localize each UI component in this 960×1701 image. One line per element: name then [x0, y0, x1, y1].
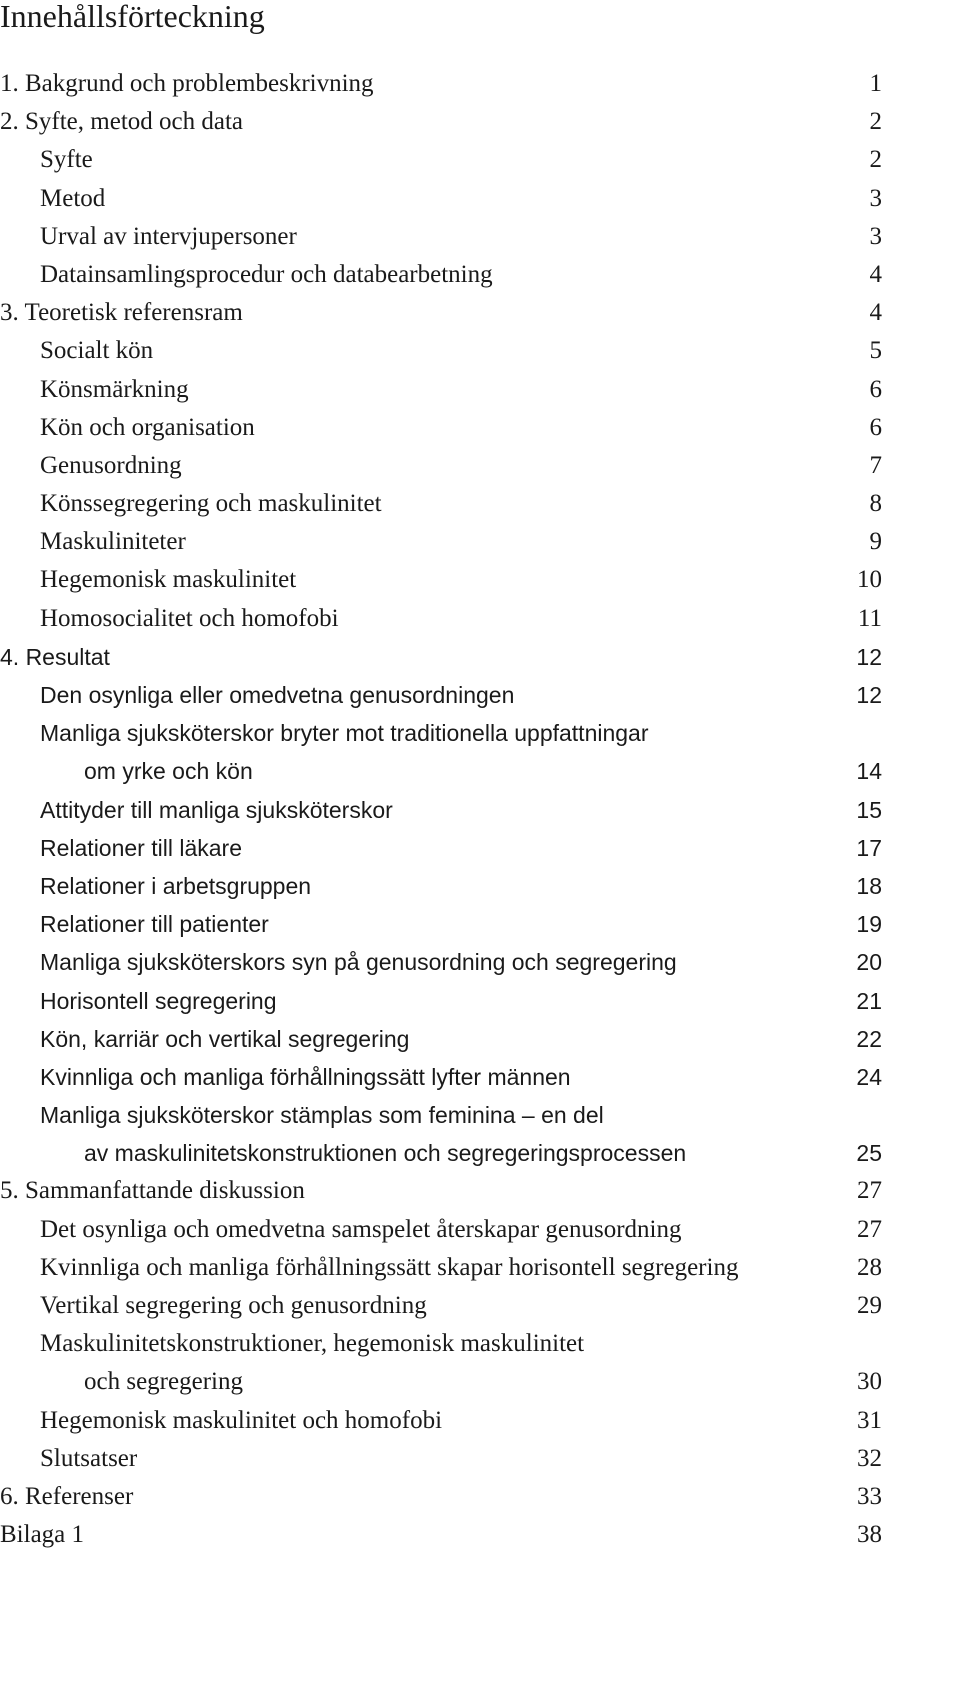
toc-entry[interactable] — [0, 1172, 960, 1210]
toc-entry-page-number: 32 — [857, 1444, 882, 1472]
toc-entry-page-number: 18 — [856, 872, 882, 899]
toc-entry-label-text: Datainsamlingsprocedur och databearbetning — [40, 260, 493, 288]
toc-entry-page-number: 17 — [856, 834, 882, 861]
toc-entry[interactable] — [0, 180, 960, 218]
toc-entry-page-number: 3 — [869, 184, 882, 212]
toc-entry-page-number: 6 — [869, 375, 882, 403]
toc-entry-label-text: Urval av intervjupersoner — [40, 222, 297, 250]
toc-entry-label-text: 4. Resultat — [0, 643, 110, 670]
toc-entry[interactable] — [0, 256, 960, 294]
toc-entry-label — [40, 1020, 409, 1058]
toc-entry-label — [40, 256, 493, 294]
toc-entry[interactable] — [0, 332, 960, 370]
toc-entry[interactable] — [0, 409, 960, 447]
toc-entry-page-number: 29 — [857, 1292, 882, 1320]
toc-entry-label-text: Det osynliga och omedvetna samspelet återskapar genusordning — [40, 1215, 682, 1243]
toc-entry-label — [40, 676, 514, 714]
toc-entry-page-number: 15 — [856, 796, 882, 823]
toc-entry-label — [40, 485, 382, 523]
toc-entry-page-number: 38 — [857, 1521, 882, 1549]
toc-entry[interactable] — [0, 638, 960, 676]
toc-entry[interactable] — [0, 103, 960, 141]
toc-entry-label — [0, 1172, 305, 1210]
toc-entry-label-text: Könsmärkning — [40, 375, 189, 403]
toc-entry-label-text: Homosocialitet och homofobi — [40, 604, 339, 632]
toc-entry-label-text: Den osynliga eller omedvetna genusordningen — [40, 682, 515, 708]
toc-entry-label — [40, 523, 186, 561]
toc-entry-page-number: 25 — [856, 1140, 882, 1167]
toc-entry-label-text: Kön och organisation — [40, 413, 255, 441]
toc-entry[interactable] — [0, 1325, 960, 1401]
toc-entry-label-text: Relationer till patienter — [40, 911, 269, 938]
toc-entry-label-text: Maskulinitetskonstruktioner, hegemonisk maskulinitet — [40, 1330, 585, 1358]
toc-entry-page-number: 31 — [857, 1406, 882, 1434]
toc-entry-label-text: 5. Sammanfattande diskussion — [0, 1177, 305, 1205]
toc-entry-label-continuation: om yrke och kön — [84, 758, 253, 785]
toc-entry-label-text: Kvinnliga och manliga förhållningssätt lyfter männen — [40, 1063, 571, 1090]
toc-entry-page-number: 12 — [856, 643, 882, 670]
toc-entry-label — [40, 561, 296, 599]
toc-entry-label-text: Manliga sjuksköterskor bryter mot traditionella uppfattningar — [40, 720, 649, 747]
toc-entry-label — [40, 905, 269, 943]
toc-entry[interactable] — [0, 141, 960, 179]
toc-entry-page-number: 4 — [869, 260, 882, 288]
toc-entry[interactable] — [0, 714, 960, 790]
toc-entry-page-number: 20 — [856, 949, 882, 976]
toc-entry[interactable] — [0, 523, 960, 561]
toc-entry-label-text: 6. Referenser — [0, 1482, 134, 1510]
toc-entry-label — [0, 1478, 133, 1516]
toc-entry-page-number: 4 — [869, 299, 882, 327]
toc-entry-label-text: Manliga sjuksköterskor stämplas som feminina – en del — [40, 1102, 604, 1129]
toc-entry[interactable] — [0, 829, 960, 867]
toc-entry-page-number: 3 — [869, 222, 882, 250]
toc-entry-page-number: 27 — [857, 1177, 882, 1205]
toc-entry-label-text: Kvinnliga och manliga förhållningssätt skapar horisontell segregering — [40, 1253, 739, 1281]
toc-entry-page-number: 2 — [869, 146, 882, 174]
toc-entry-page-number: 2 — [869, 108, 882, 136]
toc-entry-label-text: 3. Teoretisk referensram — [0, 299, 243, 327]
toc-entry[interactable] — [0, 1096, 960, 1172]
toc-entry-label — [40, 829, 242, 867]
toc-entry[interactable] — [0, 1478, 960, 1516]
toc-entry-label — [40, 943, 677, 981]
toc-entry-page-number: 24 — [856, 1063, 882, 1090]
toc-entry-label — [40, 218, 297, 256]
toc-entry-label-text: 2. Syfte, metod och data — [0, 108, 243, 136]
toc-entry-label — [0, 638, 110, 676]
toc-entry[interactable] — [0, 371, 960, 409]
toc-entry-label — [0, 294, 243, 332]
toc-entry[interactable] — [0, 1440, 960, 1478]
toc-list — [0, 65, 960, 1554]
toc-entry-label — [40, 1096, 686, 1172]
toc-entry-page-number: 27 — [857, 1215, 882, 1243]
toc-entry-label-text: Slutsatser — [40, 1444, 138, 1472]
toc-entry-label-text: Attityder till manliga sjuksköterskor — [40, 796, 393, 823]
toc-entry-page-number: 1 — [869, 70, 882, 97]
toc-entry-label — [40, 1211, 681, 1249]
toc-entry-label — [40, 447, 182, 485]
page-title: Innehållsförteckning — [0, 0, 265, 34]
toc-entry-page-number: 30 — [857, 1368, 882, 1396]
toc-entry[interactable] — [0, 447, 960, 485]
toc-entry-label-text: Manliga sjuksköterskors syn på genusordning och segregering — [40, 949, 677, 976]
toc-entry[interactable] — [0, 1516, 960, 1554]
toc-entry-label-text: Kön, karriär och vertikal segregering — [40, 1025, 410, 1052]
toc-entry[interactable] — [0, 867, 960, 905]
toc-entry-label-text: Horisontell segregering — [40, 987, 277, 1014]
toc-entry-page-number: 28 — [857, 1253, 882, 1281]
toc-entry-page-number: 14 — [856, 758, 882, 785]
toc-entry[interactable] — [0, 791, 960, 829]
toc-entry-label — [40, 180, 105, 218]
toc-entry-label — [40, 1249, 738, 1287]
toc-entry-label — [40, 1440, 137, 1478]
toc-entry[interactable] — [0, 1211, 960, 1249]
toc-entry-label — [40, 982, 277, 1020]
toc-entry-label — [40, 1058, 571, 1096]
toc-entry-label — [40, 371, 189, 409]
toc-entry-label-text: Socialt kön — [40, 337, 154, 365]
toc-entry-label-text: Bilaga 1 — [0, 1521, 85, 1549]
toc-entry-label-text: Genusordning — [40, 451, 182, 479]
toc-entry[interactable] — [0, 1402, 960, 1440]
toc-entry-label-continuation: av maskulinitetskonstruktionen och segregeringsprocessen — [84, 1140, 687, 1167]
toc-entry-label-text: Könssegregering och maskulinitet — [40, 490, 382, 518]
toc-entry-label — [0, 103, 243, 141]
toc-entry-page-number: 10 — [857, 566, 882, 594]
toc-entry-page-number: 33 — [857, 1482, 882, 1510]
toc-entry-page-number: 8 — [869, 490, 882, 518]
toc-entry-label — [40, 409, 255, 447]
toc-entry[interactable] — [0, 1020, 960, 1058]
toc-entry-label-text: Syfte — [40, 146, 93, 174]
toc-entry-page-number: 6 — [869, 413, 882, 441]
toc-entry-label — [40, 600, 339, 638]
toc-entry[interactable] — [0, 561, 960, 599]
toc-entry[interactable] — [0, 218, 960, 256]
toc-entry[interactable] — [0, 905, 960, 943]
toc-entry[interactable] — [0, 982, 960, 1020]
toc-entry-label — [40, 867, 311, 905]
toc-entry-label-text: Maskuliniteter — [40, 528, 186, 556]
toc-entry-page-number: 9 — [869, 528, 882, 556]
toc-entry-page-number: 5 — [869, 337, 882, 365]
toc-entry-label — [40, 1325, 584, 1401]
toc-entry[interactable] — [0, 1287, 960, 1325]
toc-entry-label — [40, 1402, 442, 1440]
toc-entry-label — [0, 65, 374, 103]
toc-entry-label-text: Relationer till läkare — [40, 834, 242, 861]
toc-entry[interactable] — [0, 600, 960, 638]
toc-entry-label-text: Vertikal segregering och genusordning — [40, 1292, 427, 1320]
toc-entry[interactable] — [0, 1249, 960, 1287]
toc-entry-label-text: Hegemonisk maskulinitet och homofobi — [40, 1406, 443, 1434]
toc-entry[interactable] — [0, 1058, 960, 1096]
toc-entry-label — [40, 1287, 427, 1325]
toc-entry[interactable] — [0, 294, 960, 332]
toc-entry[interactable] — [0, 943, 960, 981]
toc-entry-label — [40, 714, 649, 790]
toc-entry-label — [40, 141, 93, 179]
toc-entry-label-text: Metod — [40, 184, 106, 212]
toc-entry-label-text: 1. Bakgrund och problembeskrivning — [0, 70, 374, 97]
toc-entry-label-text: Hegemonisk maskulinitet — [40, 566, 297, 594]
toc-entry-page-number: 12 — [856, 682, 882, 708]
toc-entry-label-continuation: och segregering — [84, 1368, 243, 1396]
toc-entry-page-number: 11 — [857, 604, 882, 632]
toc-entry-page-number: 21 — [856, 987, 882, 1014]
toc-entry[interactable] — [0, 485, 960, 523]
toc-entry-page-number: 19 — [856, 911, 882, 938]
toc-entry[interactable] — [0, 65, 960, 103]
toc-entry-label — [40, 791, 393, 829]
toc-entry[interactable] — [0, 676, 960, 714]
toc-entry-label — [40, 332, 153, 370]
toc-entry-page-number: 22 — [856, 1025, 882, 1052]
toc-entry-label — [0, 1516, 84, 1554]
toc-entry-label-text: Relationer i arbetsgruppen — [40, 872, 312, 899]
toc-entry-page-number: 7 — [869, 451, 882, 479]
